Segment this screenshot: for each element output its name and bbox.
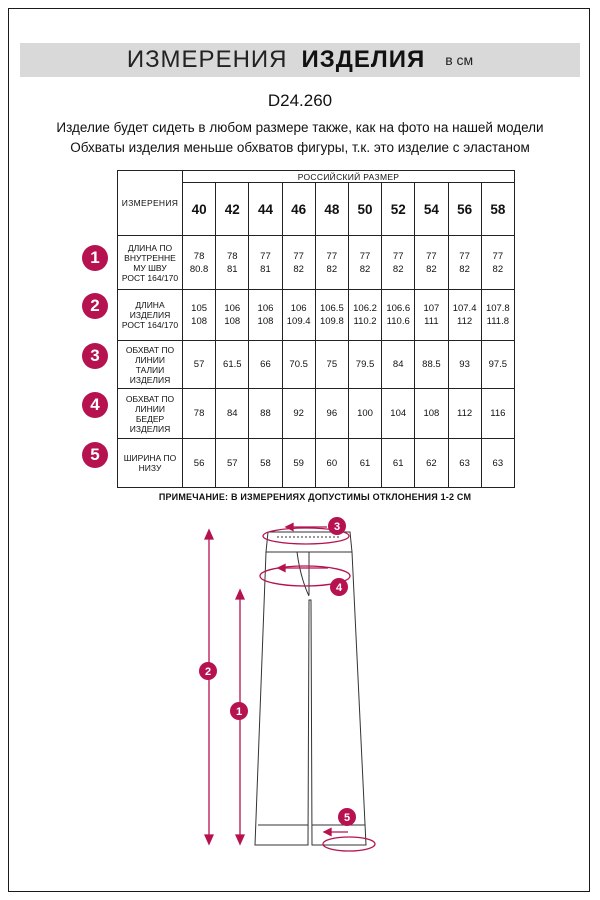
value-line: 112 [457, 316, 473, 327]
trouser-legs [255, 552, 366, 845]
row-badge-3: 3 [82, 343, 108, 369]
size-header-58: 58 [481, 183, 514, 236]
measurement-label-line: ИЗДЕЛИЯ [129, 374, 171, 385]
value-line: 108 [423, 408, 440, 419]
value-line: 82 [426, 263, 437, 275]
value-line: 63 [459, 457, 470, 469]
value-line: 66 [260, 359, 271, 370]
value-line: 77 [359, 250, 371, 262]
value-line: 77 [326, 250, 338, 262]
value-line: 108 [257, 316, 274, 327]
value-line: 116 [490, 408, 506, 419]
title-part2: ИЗДЕЛИЯ [301, 46, 426, 73]
hem-arrowhead [324, 829, 331, 836]
value-line: 61.5 [223, 359, 242, 370]
value-line: 96 [326, 408, 338, 419]
value-line: 78 [193, 408, 205, 419]
size-header-56: 56 [448, 183, 481, 236]
value-line: 109.8 [319, 316, 344, 327]
value-line: 105 [191, 303, 208, 314]
value-line: 81 [260, 263, 271, 275]
value-line: 77 [293, 250, 304, 262]
deviation-remark: ПРИМЕЧАНИЕ: В ИЗМЕРЕНИЯХ ДОПУСТИМЫ ОТКЛОНЕНИЯ 1-2 СМ [158, 492, 472, 502]
value-line: 109.4 [286, 316, 311, 327]
value-line: 60 [326, 457, 338, 469]
note-fit: Изделие будет сидеть в любом размере также, как на фото на нашей модели [56, 120, 544, 135]
value-line: 107.8 [485, 303, 510, 314]
product-code: D24.260 [267, 91, 333, 110]
measurement-label-line: БЕДЕР [135, 413, 165, 424]
value-line: 106 [257, 303, 274, 314]
value-line: 106 [224, 303, 241, 314]
row-badge-5: 5 [82, 442, 108, 468]
value-line: 82 [459, 263, 470, 275]
diagram-badge-3-text: 3 [333, 521, 341, 533]
value-line: 57 [226, 457, 238, 469]
diagram-badge-4-text: 4 [335, 582, 343, 594]
measurement-label-line: ЛИНИИ [134, 354, 166, 365]
value-line: 61 [359, 457, 371, 469]
value-line: 104 [390, 408, 407, 419]
size-header-46: 46 [282, 183, 315, 236]
measurement-label-line: ДЛИНА ПО [127, 242, 173, 253]
value-line: 80.8 [189, 263, 209, 275]
size-header-52: 52 [382, 183, 415, 236]
value-line: 82 [392, 263, 404, 275]
row-badge-1: 1 [82, 245, 108, 271]
value-line: 77 [260, 250, 271, 262]
value-line: 106.5 [319, 303, 344, 314]
value-line: 62 [426, 457, 437, 469]
row-badge-4: 4 [82, 392, 108, 418]
size-header-42: 42 [216, 183, 249, 236]
diagram-badge-2-text: 2 [204, 666, 212, 678]
value-line: 75 [326, 359, 338, 370]
value-line: 84 [392, 359, 404, 370]
value-line: 107.4 [452, 303, 477, 314]
value-line: 107 [423, 303, 440, 314]
value-line: 58 [260, 457, 271, 469]
measurement-label-line: МУ ШВУ [133, 262, 167, 273]
value-line: 70.5 [289, 359, 308, 370]
value-line: 84 [226, 408, 238, 419]
size-header-44: 44 [249, 183, 282, 236]
hem-ellipse [323, 837, 375, 851]
row-badge-2: 2 [82, 293, 108, 319]
value-line: 77 [426, 250, 437, 262]
size-header-40: 40 [183, 183, 216, 236]
value-line: 111 [424, 316, 439, 327]
inseam-bottom-arrow [236, 835, 244, 844]
value-line: 56 [193, 457, 205, 469]
value-line: 78 [226, 250, 238, 262]
value-line: 63 [492, 457, 504, 469]
measurement-label-line: ЛИНИИ [134, 403, 166, 414]
value-line: 88.5 [422, 359, 441, 370]
value-line: 97.5 [488, 359, 508, 370]
value-line: 108 [224, 316, 241, 327]
value-line: 77 [492, 250, 504, 262]
value-line: 77 [459, 250, 470, 262]
size-header-50: 50 [348, 183, 381, 236]
value-line: 112 [457, 408, 473, 419]
total-length-top-arrow [205, 530, 213, 539]
size-header-54: 54 [415, 183, 448, 236]
value-line: 57 [193, 359, 205, 370]
value-line: 77 [392, 250, 404, 262]
value-line: 106 [290, 303, 307, 314]
note-elastane: Обхваты изделия меньше обхватов фигуры, т.к. это изделие с эластаном [70, 140, 530, 155]
value-line: 100 [357, 408, 373, 419]
waist-arrowhead [286, 524, 293, 531]
measurement-label-line: ОБХВАТ ПО [125, 393, 175, 404]
measurement-label-line: ВНУТРЕННЕ [124, 252, 176, 263]
value-line: 59 [293, 457, 304, 469]
value-line: 108 [191, 316, 208, 327]
value-line: 92 [293, 408, 304, 419]
inseam-top-arrow [236, 590, 244, 599]
value-line: 81 [226, 263, 238, 275]
measurement-label-line: РОСТ 164/170 [121, 272, 179, 283]
value-line: 82 [326, 263, 338, 275]
measurement-label-line: ИЗДЕЛИЯ [129, 310, 171, 320]
measurement-label-line: НИЗУ [138, 463, 162, 473]
value-line: 106.6 [386, 303, 411, 314]
measurement-label-line: ИЗДЕЛИЯ [129, 423, 171, 434]
measure-lines [205, 524, 375, 852]
value-line: 93 [459, 359, 470, 370]
diagram-badges [199, 517, 356, 826]
value-line: 78 [193, 250, 205, 262]
size-header-48: 48 [315, 183, 348, 236]
title-part1: ИЗМЕРЕНИЯ [126, 46, 288, 73]
value-line: 82 [293, 263, 304, 275]
diagram-badge-5-text: 5 [343, 812, 351, 824]
value-line: 88 [260, 408, 271, 419]
value-line: 82 [359, 263, 371, 275]
measurement-label-line: ДЛИНА [135, 300, 165, 310]
measurement-label-line: ТАЛИИ [135, 364, 165, 375]
value-line: 110.6 [386, 316, 410, 327]
value-line: 106.2 [353, 303, 377, 314]
value-line: 79.5 [355, 359, 375, 370]
diagram-badge-1-text: 1 [235, 706, 243, 718]
measurement-label-line: ОБХВАТ ПО [125, 344, 175, 355]
value-line: 82 [492, 263, 504, 275]
hip-arrowhead [278, 565, 285, 572]
group-header: РОССИЙСКИЙ РАЗМЕР [183, 171, 515, 183]
value-line: 110.2 [353, 316, 377, 327]
measurement-label-line: ШИРИНА ПО [123, 453, 177, 463]
value-line: 111.8 [486, 316, 510, 327]
title-unit: в см [445, 52, 474, 68]
value-line: 61 [392, 457, 404, 469]
fly-curve [297, 552, 309, 596]
total-length-bottom-arrow [205, 835, 213, 844]
pants-outline [255, 532, 366, 845]
label-header: ИЗМЕРЕНИЯ [121, 198, 179, 208]
measurement-label-line: РОСТ 164/170 [121, 320, 179, 330]
